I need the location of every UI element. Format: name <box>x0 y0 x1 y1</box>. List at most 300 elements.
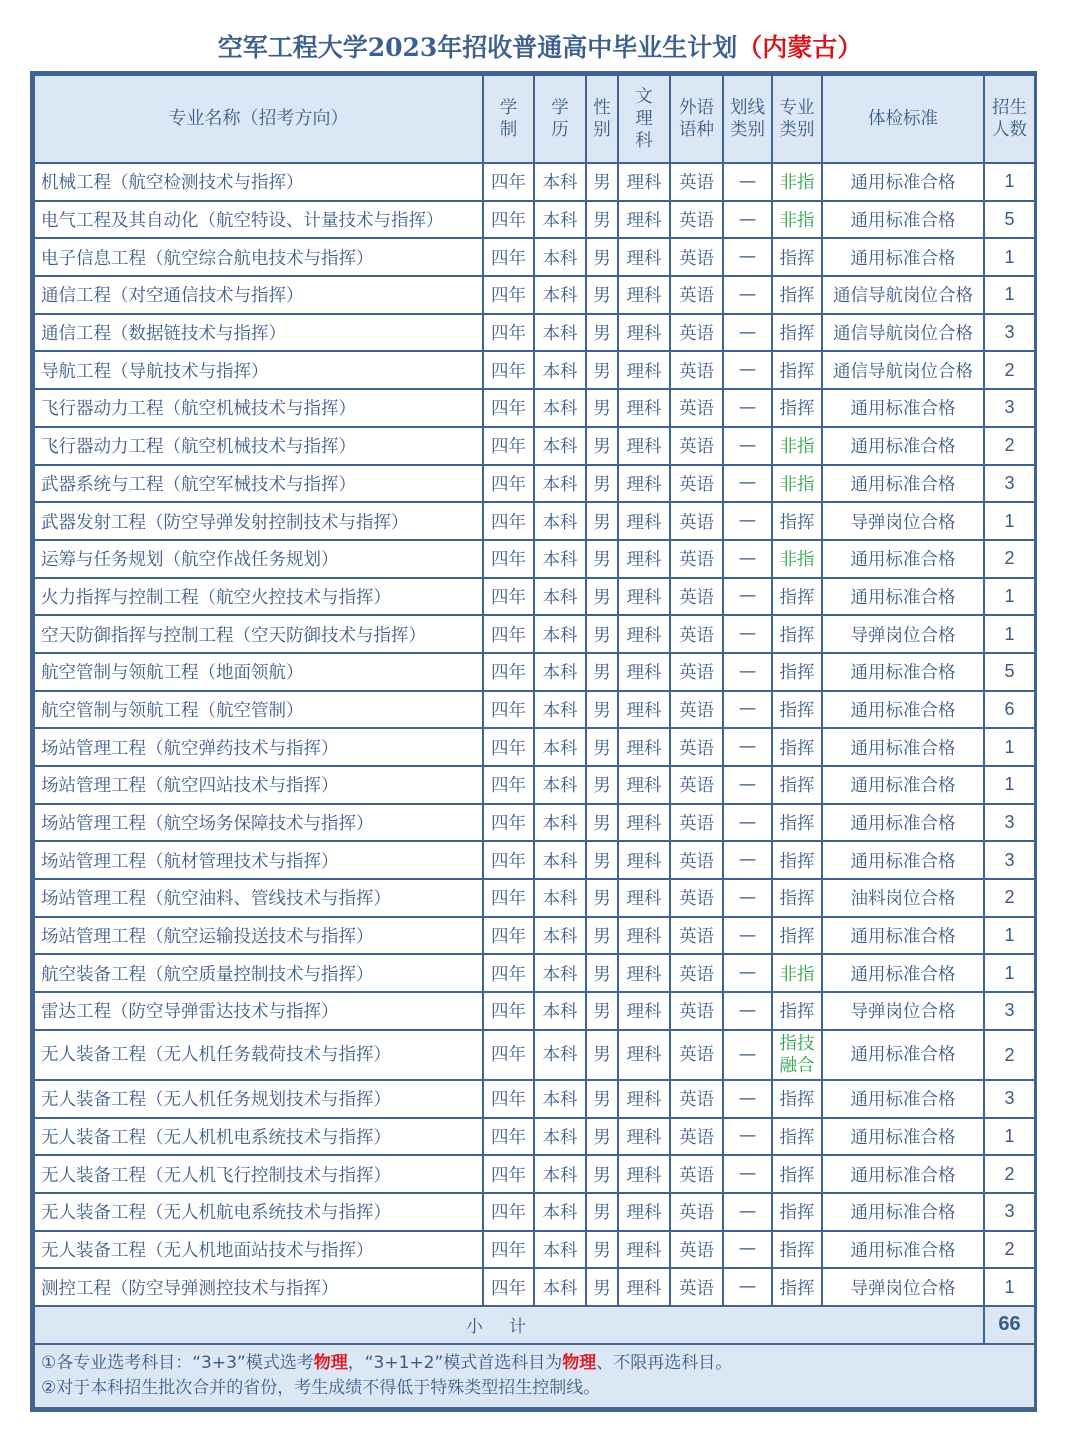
highlight-physics-1: 物理 <box>313 1352 348 1373</box>
cell-gender: 男 <box>586 1193 618 1231</box>
cell-gender: 男 <box>586 1268 618 1306</box>
table-row <box>34 954 1035 992</box>
cell-enrollment-count: 1 <box>984 615 1035 653</box>
cell-physical-standard: 通用标准合格 <box>822 389 984 427</box>
header-major-category: 专业 类别 <box>772 75 822 163</box>
cell-gender: 男 <box>586 201 618 239</box>
cell-gender: 男 <box>586 1231 618 1269</box>
note-1: ①各专业选考科目：“3+3”模式选考物理，“3+1+2”模式首选科目为物理、不限再选科目。 <box>41 1352 733 1373</box>
cell-major-name: 火力指挥与控制工程（航空火控技术与指挥） <box>34 578 483 616</box>
cell-degree: 本科 <box>534 1268 586 1306</box>
cell-duration: 四年 <box>483 389 534 427</box>
cell-degree: 本科 <box>534 540 586 578</box>
cell-major-name: 无人装备工程（无人机机电系统技术与指挥） <box>34 1118 483 1156</box>
table-row <box>34 389 1035 427</box>
cell-physical-standard: 通用标准合格 <box>822 427 984 465</box>
cell-language: 英语 <box>670 1231 723 1269</box>
cell-physical-standard: 导弹岗位合格 <box>822 992 984 1030</box>
cell-cutoff-category: — <box>723 276 772 314</box>
cell-track: 理科 <box>618 804 670 842</box>
cell-degree: 本科 <box>534 615 586 653</box>
cell-cutoff-category: — <box>723 917 772 955</box>
cell-language: 英语 <box>670 728 723 766</box>
cell-language: 英语 <box>670 238 723 276</box>
cell-major-name: 电气工程及其自动化（航空特设、计量技术与指挥） <box>34 201 483 239</box>
cell-track: 理科 <box>618 1231 670 1269</box>
cell-degree: 本科 <box>534 578 586 616</box>
cell-enrollment-count: 1 <box>984 766 1035 804</box>
cell-major-name: 场站管理工程（航材管理技术与指挥） <box>34 841 483 879</box>
page-title <box>0 28 1080 64</box>
cell-major-name: 飞行器动力工程（航空机械技术与指挥） <box>34 389 483 427</box>
cell-degree: 本科 <box>534 804 586 842</box>
cell-gender: 男 <box>586 879 618 917</box>
cell-track: 理科 <box>618 502 670 540</box>
cell-language: 英语 <box>670 276 723 314</box>
cell-track: 理科 <box>618 728 670 766</box>
cell-major-category: 指技 融合 <box>772 1030 822 1080</box>
cell-major-name: 航空装备工程（航空质量控制技术与指挥） <box>34 954 483 992</box>
cell-physical-standard: 通用标准合格 <box>822 728 984 766</box>
cell-track: 理科 <box>618 465 670 503</box>
cell-duration: 四年 <box>483 691 534 729</box>
cell-degree: 本科 <box>534 1193 586 1231</box>
table-row <box>34 653 1035 691</box>
cell-major-category: 指挥 <box>772 1231 822 1269</box>
table-row <box>34 238 1035 276</box>
cell-duration: 四年 <box>483 653 534 691</box>
cell-major-name: 飞行器动力工程（航空机械技术与指挥） <box>34 427 483 465</box>
cell-enrollment-count: 3 <box>984 314 1035 352</box>
cell-gender: 男 <box>586 992 618 1030</box>
cell-language: 英语 <box>670 1193 723 1231</box>
cell-major-category: 指挥 <box>772 276 822 314</box>
cell-duration: 四年 <box>483 276 534 314</box>
cell-degree: 本科 <box>534 691 586 729</box>
cell-degree: 本科 <box>534 841 586 879</box>
cell-enrollment-count: 2 <box>984 427 1035 465</box>
cell-cutoff-category: — <box>723 163 772 201</box>
cell-degree: 本科 <box>534 465 586 503</box>
cell-track: 理科 <box>618 1118 670 1156</box>
cell-major-name: 武器系统与工程（航空军械技术与指挥） <box>34 465 483 503</box>
cell-language: 英语 <box>670 766 723 804</box>
cell-track: 理科 <box>618 314 670 352</box>
cell-major-category: 指挥 <box>772 1155 822 1193</box>
cell-major-name: 航空管制与领航工程（地面领航） <box>34 653 483 691</box>
cell-enrollment-count: 2 <box>984 540 1035 578</box>
cell-cutoff-category: — <box>723 879 772 917</box>
table-row <box>34 1231 1035 1269</box>
cell-physical-standard: 通用标准合格 <box>822 201 984 239</box>
cell-gender: 男 <box>586 1030 618 1080</box>
cell-duration: 四年 <box>483 1030 534 1080</box>
cell-physical-standard: 导弹岗位合格 <box>822 502 984 540</box>
header-language: 外语 语种 <box>670 75 723 163</box>
cell-major-name: 运筹与任务规划（航空作战任务规划） <box>34 540 483 578</box>
cell-physical-standard: 通用标准合格 <box>822 954 984 992</box>
title-region: （内蒙古） <box>737 33 863 62</box>
cell-enrollment-count: 1 <box>984 502 1035 540</box>
cell-duration: 四年 <box>483 1231 534 1269</box>
cell-track: 理科 <box>618 691 670 729</box>
cell-cutoff-category: — <box>723 351 772 389</box>
cell-major-category: 非指 <box>772 427 822 465</box>
cell-cutoff-category: — <box>723 389 772 427</box>
cell-cutoff-category: — <box>723 1030 772 1080</box>
cell-major-category: 指挥 <box>772 314 822 352</box>
table-row <box>34 427 1035 465</box>
cell-duration: 四年 <box>483 766 534 804</box>
cell-major-name: 测控工程（防空导弹测控技术与指挥） <box>34 1268 483 1306</box>
cell-enrollment-count: 3 <box>984 1193 1035 1231</box>
cell-major-name: 雷达工程（防空导弹雷达技术与指挥） <box>34 992 483 1030</box>
cell-enrollment-count: 1 <box>984 954 1035 992</box>
cell-duration: 四年 <box>483 992 534 1030</box>
cell-duration: 四年 <box>483 578 534 616</box>
cell-cutoff-category: — <box>723 1080 772 1118</box>
cell-track: 理科 <box>618 917 670 955</box>
cell-physical-standard: 油料岗位合格 <box>822 879 984 917</box>
cell-enrollment-count: 1 <box>984 1118 1035 1156</box>
cell-language: 英语 <box>670 992 723 1030</box>
cell-major-name: 场站管理工程（航空四站技术与指挥） <box>34 766 483 804</box>
table-row <box>34 1193 1035 1231</box>
header-gender: 性 别 <box>586 75 618 163</box>
cell-major-category: 非指 <box>772 163 822 201</box>
table-row <box>34 1155 1035 1193</box>
enrollment-plan-table <box>33 74 1036 1409</box>
cell-major-name: 通信工程（数据链技术与指挥） <box>34 314 483 352</box>
cell-degree: 本科 <box>534 1155 586 1193</box>
cell-gender: 男 <box>586 389 618 427</box>
cell-cutoff-category: — <box>723 766 772 804</box>
cell-track: 理科 <box>618 766 670 804</box>
subtotal-value: 66 <box>984 1306 1035 1344</box>
cell-degree: 本科 <box>534 238 586 276</box>
cell-cutoff-category: — <box>723 804 772 842</box>
cell-language: 英语 <box>670 879 723 917</box>
cell-language: 英语 <box>670 841 723 879</box>
cell-major-name: 无人装备工程（无人机任务载荷技术与指挥） <box>34 1030 483 1080</box>
cell-track: 理科 <box>618 276 670 314</box>
cell-gender: 男 <box>586 954 618 992</box>
cell-language: 英语 <box>670 502 723 540</box>
cell-duration: 四年 <box>483 540 534 578</box>
cell-major-category: 指挥 <box>772 351 822 389</box>
cell-major-category: 指挥 <box>772 1080 822 1118</box>
cell-language: 英语 <box>670 804 723 842</box>
cell-cutoff-category: — <box>723 540 772 578</box>
table-row <box>34 879 1035 917</box>
cell-degree: 本科 <box>534 163 586 201</box>
cell-duration: 四年 <box>483 954 534 992</box>
cell-enrollment-count: 3 <box>984 804 1035 842</box>
cell-major-name: 导航工程（导航技术与指挥） <box>34 351 483 389</box>
table-row <box>34 502 1035 540</box>
cell-physical-standard: 通用标准合格 <box>822 1231 984 1269</box>
cell-gender: 男 <box>586 1080 618 1118</box>
cell-gender: 男 <box>586 917 618 955</box>
cell-enrollment-count: 1 <box>984 238 1035 276</box>
table-row <box>34 1118 1035 1156</box>
cell-track: 理科 <box>618 163 670 201</box>
cell-major-category: 指挥 <box>772 1193 822 1231</box>
cell-cutoff-category: — <box>723 615 772 653</box>
cell-degree: 本科 <box>534 879 586 917</box>
cell-enrollment-count: 2 <box>984 351 1035 389</box>
cell-language: 英语 <box>670 465 723 503</box>
cell-physical-standard: 通用标准合格 <box>822 238 984 276</box>
cell-language: 英语 <box>670 1030 723 1080</box>
cell-duration: 四年 <box>483 502 534 540</box>
cell-language: 英语 <box>670 1155 723 1193</box>
cell-language: 英语 <box>670 389 723 427</box>
cell-language: 英语 <box>670 615 723 653</box>
cell-gender: 男 <box>586 427 618 465</box>
cell-major-name: 航空管制与领航工程（航空管制） <box>34 691 483 729</box>
cell-degree: 本科 <box>534 314 586 352</box>
cell-language: 英语 <box>670 653 723 691</box>
cell-gender: 男 <box>586 766 618 804</box>
title-main: 空军工程大学2023年招收普通高中毕业生计划 <box>217 33 738 62</box>
cell-enrollment-count: 2 <box>984 1155 1035 1193</box>
cell-gender: 男 <box>586 728 618 766</box>
cell-cutoff-category: — <box>723 314 772 352</box>
cell-cutoff-category: — <box>723 1268 772 1306</box>
cell-degree: 本科 <box>534 766 586 804</box>
cell-gender: 男 <box>586 653 618 691</box>
table-row <box>34 1268 1035 1306</box>
cell-enrollment-count: 3 <box>984 389 1035 427</box>
cell-physical-standard: 通信导航岗位合格 <box>822 351 984 389</box>
cell-degree: 本科 <box>534 992 586 1030</box>
cell-major-category: 指挥 <box>772 691 822 729</box>
cell-track: 理科 <box>618 201 670 239</box>
cell-physical-standard: 通用标准合格 <box>822 163 984 201</box>
cell-degree: 本科 <box>534 502 586 540</box>
cell-enrollment-count: 3 <box>984 465 1035 503</box>
header-cutoff-category: 划线 类别 <box>723 75 772 163</box>
cell-enrollment-count: 1 <box>984 728 1035 766</box>
cell-cutoff-category: — <box>723 201 772 239</box>
cell-degree: 本科 <box>534 954 586 992</box>
cell-track: 理科 <box>618 351 670 389</box>
cell-cutoff-category: — <box>723 1155 772 1193</box>
cell-enrollment-count: 6 <box>984 691 1035 729</box>
table-row <box>34 615 1035 653</box>
cell-enrollment-count: 3 <box>984 1080 1035 1118</box>
cell-cutoff-category: — <box>723 502 772 540</box>
table-row <box>34 351 1035 389</box>
cell-gender: 男 <box>586 238 618 276</box>
cell-major-name: 武器发射工程（防空导弹发射控制技术与指挥） <box>34 502 483 540</box>
cell-enrollment-count: 2 <box>984 1030 1035 1080</box>
table-row <box>34 1030 1035 1080</box>
subtotal-row <box>34 1306 1035 1344</box>
cell-major-name: 空天防御指挥与控制工程（空天防御技术与指挥） <box>34 615 483 653</box>
cell-degree: 本科 <box>534 1118 586 1156</box>
cell-track: 理科 <box>618 540 670 578</box>
notes-row <box>34 1344 1035 1408</box>
cell-gender: 男 <box>586 314 618 352</box>
cell-cutoff-category: — <box>723 992 772 1030</box>
table-row <box>34 1080 1035 1118</box>
cell-language: 英语 <box>670 954 723 992</box>
cell-duration: 四年 <box>483 1268 534 1306</box>
cell-major-category: 指挥 <box>772 917 822 955</box>
cell-major-category: 指挥 <box>772 728 822 766</box>
cell-physical-standard: 通用标准合格 <box>822 804 984 842</box>
cell-language: 英语 <box>670 427 723 465</box>
cell-language: 英语 <box>670 1080 723 1118</box>
cell-major-name: 场站管理工程（航空场务保障技术与指挥） <box>34 804 483 842</box>
header-physical-standard: 体检标准 <box>822 75 984 163</box>
header-enrollment-count: 招生 人数 <box>984 75 1035 163</box>
cell-physical-standard: 通用标准合格 <box>822 841 984 879</box>
cell-duration: 四年 <box>483 1118 534 1156</box>
cell-major-category: 指挥 <box>772 502 822 540</box>
cell-track: 理科 <box>618 841 670 879</box>
cell-major-category: 指挥 <box>772 615 822 653</box>
cell-language: 英语 <box>670 691 723 729</box>
cell-gender: 男 <box>586 578 618 616</box>
cell-duration: 四年 <box>483 879 534 917</box>
table-body <box>34 163 1035 1306</box>
cell-cutoff-category: — <box>723 427 772 465</box>
cell-major-category: 非指 <box>772 954 822 992</box>
highlight-physics-2: 物理 <box>562 1352 597 1373</box>
cell-major-category: 指挥 <box>772 766 822 804</box>
table-row <box>34 691 1035 729</box>
cell-duration: 四年 <box>483 163 534 201</box>
cell-track: 理科 <box>618 879 670 917</box>
cell-degree: 本科 <box>534 653 586 691</box>
cell-physical-standard: 通用标准合格 <box>822 691 984 729</box>
cell-language: 英语 <box>670 351 723 389</box>
cell-enrollment-count: 3 <box>984 992 1035 1030</box>
cell-major-category: 指挥 <box>772 578 822 616</box>
cell-duration: 四年 <box>483 1155 534 1193</box>
cell-enrollment-count: 2 <box>984 1231 1035 1269</box>
table-row <box>34 578 1035 616</box>
cell-language: 英语 <box>670 314 723 352</box>
cell-major-category: 指挥 <box>772 1118 822 1156</box>
cell-duration: 四年 <box>483 427 534 465</box>
cell-enrollment-count: 1 <box>984 917 1035 955</box>
cell-track: 理科 <box>618 389 670 427</box>
header-major-name: 专业名称（招考方向） <box>34 75 483 163</box>
cell-major-name: 场站管理工程（航空油料、管线技术与指挥） <box>34 879 483 917</box>
table-row <box>34 540 1035 578</box>
cell-major-name: 通信工程（对空通信技术与指挥） <box>34 276 483 314</box>
cell-enrollment-count: 5 <box>984 201 1035 239</box>
cell-physical-standard: 导弹岗位合格 <box>822 1268 984 1306</box>
cell-major-name: 无人装备工程（无人机任务规划技术与指挥） <box>34 1080 483 1118</box>
cell-track: 理科 <box>618 1268 670 1306</box>
cell-physical-standard: 通用标准合格 <box>822 1030 984 1080</box>
cell-degree: 本科 <box>534 427 586 465</box>
cell-cutoff-category: — <box>723 691 772 729</box>
cell-physical-standard: 通用标准合格 <box>822 1080 984 1118</box>
cell-cutoff-category: — <box>723 1118 772 1156</box>
cell-cutoff-category: — <box>723 954 772 992</box>
cell-physical-standard: 通信导航岗位合格 <box>822 314 984 352</box>
cell-track: 理科 <box>618 615 670 653</box>
cell-physical-standard: 通用标准合格 <box>822 766 984 804</box>
cell-duration: 四年 <box>483 351 534 389</box>
cell-major-category: 指挥 <box>772 389 822 427</box>
cell-track: 理科 <box>618 1080 670 1118</box>
cell-major-name: 场站管理工程（航空运输投送技术与指挥） <box>34 917 483 955</box>
cell-enrollment-count: 1 <box>984 276 1035 314</box>
cell-major-category: 指挥 <box>772 653 822 691</box>
cell-language: 英语 <box>670 201 723 239</box>
table-row <box>34 804 1035 842</box>
cell-physical-standard: 通用标准合格 <box>822 1155 984 1193</box>
cell-physical-standard: 通用标准合格 <box>822 578 984 616</box>
cell-gender: 男 <box>586 163 618 201</box>
enrollment-plan-table-frame <box>30 71 1037 1412</box>
cell-gender: 男 <box>586 691 618 729</box>
cell-cutoff-category: — <box>723 1231 772 1269</box>
cell-cutoff-category: — <box>723 578 772 616</box>
cell-gender: 男 <box>586 841 618 879</box>
cell-track: 理科 <box>618 992 670 1030</box>
cell-enrollment-count: 3 <box>984 841 1035 879</box>
cell-duration: 四年 <box>483 804 534 842</box>
cell-major-name: 场站管理工程（航空弹药技术与指挥） <box>34 728 483 766</box>
cell-major-category: 指挥 <box>772 992 822 1030</box>
cell-major-name: 无人装备工程（无人机飞行控制技术与指挥） <box>34 1155 483 1193</box>
cell-physical-standard: 通用标准合格 <box>822 653 984 691</box>
cell-track: 理科 <box>618 427 670 465</box>
cell-track: 理科 <box>618 954 670 992</box>
cell-major-category: 指挥 <box>772 238 822 276</box>
cell-track: 理科 <box>618 578 670 616</box>
cell-degree: 本科 <box>534 917 586 955</box>
cell-duration: 四年 <box>483 1080 534 1118</box>
table-row <box>34 728 1035 766</box>
cell-gender: 男 <box>586 1155 618 1193</box>
cell-track: 理科 <box>618 1030 670 1080</box>
cell-cutoff-category: — <box>723 238 772 276</box>
cell-duration: 四年 <box>483 841 534 879</box>
cell-physical-standard: 通用标准合格 <box>822 465 984 503</box>
cell-physical-standard: 通信导航岗位合格 <box>822 276 984 314</box>
cell-cutoff-category: — <box>723 728 772 766</box>
cell-language: 英语 <box>670 163 723 201</box>
cell-major-category: 指挥 <box>772 804 822 842</box>
cell-major-category: 指挥 <box>772 879 822 917</box>
table-row <box>34 314 1035 352</box>
cell-duration: 四年 <box>483 615 534 653</box>
cell-major-name: 机械工程（航空检测技术与指挥） <box>34 163 483 201</box>
cell-gender: 男 <box>586 540 618 578</box>
table-row <box>34 841 1035 879</box>
cell-major-name: 无人装备工程（无人机航电系统技术与指挥） <box>34 1193 483 1231</box>
cell-cutoff-category: — <box>723 1193 772 1231</box>
cell-physical-standard: 导弹岗位合格 <box>822 615 984 653</box>
table-row <box>34 163 1035 201</box>
header-duration: 学 制 <box>483 75 534 163</box>
cell-degree: 本科 <box>534 389 586 427</box>
header-degree: 学 历 <box>534 75 586 163</box>
table-row <box>34 766 1035 804</box>
cell-degree: 本科 <box>534 276 586 314</box>
cell-duration: 四年 <box>483 1193 534 1231</box>
cell-duration: 四年 <box>483 465 534 503</box>
